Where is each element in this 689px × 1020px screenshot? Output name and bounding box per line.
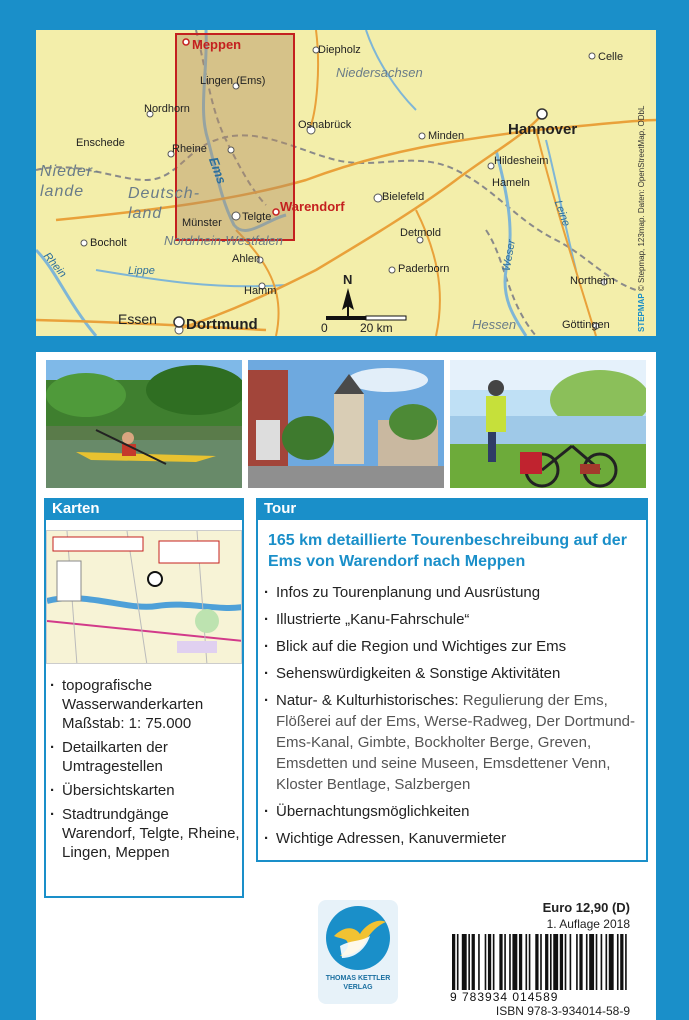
list-item: · Blick auf die Region und Wichtiges zur Ems [264, 636, 644, 657]
publisher-logo [318, 900, 398, 1004]
map-river-lippe: Lippe [128, 265, 155, 277]
map-city-bocholt: Bocholt [90, 237, 127, 249]
map-city-diepholz: Diepholz [318, 44, 361, 56]
map-city-hannover: Hannover [508, 121, 578, 138]
photo-cyclist [450, 360, 646, 488]
list-item: · Übersichtskarten [50, 781, 240, 800]
tour-header: Tour [256, 498, 648, 520]
edition: 1. Auflage 2018 [546, 917, 630, 931]
map-city-essen: Essen [118, 311, 157, 327]
overview-map [36, 30, 656, 336]
map-city-ahlen: Ahlen [232, 253, 261, 265]
photo-kayak [46, 360, 242, 488]
map-city-hildesheim: Hildesheim [494, 155, 549, 167]
map-city-osnabrueck: Osnabrück [298, 119, 352, 131]
map-city-telgte: Telgte [242, 211, 272, 223]
map-city-hamm: Hamm [244, 285, 277, 297]
map-city-minden: Minden [428, 130, 465, 142]
publisher-name: THOMAS KETTLER [325, 975, 391, 982]
map-city-nordhorn: Nordhorn [144, 103, 190, 115]
list-item: · Illustrierte „Kanu-Fahrschule“ [264, 609, 644, 630]
detail-map-sample [46, 530, 242, 664]
map-credit: STEPMAP © Stepmap, 123map. Daten: OpenStreetMap, ODbL [637, 105, 646, 332]
scale-end: 20 km [360, 321, 393, 335]
isbn: ISBN 978-3-934014-58-9 [495, 1004, 630, 1018]
map-river-weser: Weser [500, 238, 518, 273]
map-region-hessen: Hessen [472, 317, 517, 332]
map-region-niedersachsen: Niedersachsen [336, 65, 423, 80]
publisher-suffix: VERLAG [343, 984, 373, 991]
map-city-goettingen: Göttingen [562, 319, 610, 331]
price: Euro 12,90 (D) [542, 900, 630, 915]
map-city-northeim: Northeim [570, 275, 615, 287]
list-item: · Detailkarten der Umtragestellen [50, 738, 240, 776]
map-city-paderborn: Paderborn [398, 263, 450, 275]
list-item: · Übernachtungsmöglichkeiten [264, 801, 644, 822]
karten-list [50, 676, 240, 867]
list-item: · Sehenswürdigkeiten & Sonstige Aktivitäten [264, 663, 644, 684]
barcode-digits: 9 783934 014589 [450, 990, 559, 1004]
list-item: · topografische Wasserwanderkarten Maßstab: 1: 75.000 [50, 676, 240, 733]
list-item: · Wichtige Adressen, Kanuvermieter [264, 828, 644, 849]
tour-list [264, 582, 644, 855]
map-city-dortmund: Dortmund [186, 316, 258, 333]
map-city-enschede: Enschede [76, 137, 125, 149]
map-city-meppen: Meppen [192, 37, 242, 52]
scale-start: 0 [321, 321, 328, 335]
barcode [452, 934, 630, 990]
map-city-bielefeld: Bielefeld [382, 191, 425, 203]
map-city-hameln: Hameln [492, 177, 530, 189]
map-city-detmold: Detmold [400, 227, 441, 239]
list-item: · Natur- & Kulturhistorisches: Regulierung der Ems, Flößerei auf der Ems, Werse-Radweg, Der Dortmund-Ems-Kanal, Gimbte, Bockholter Berge, Greven, Emsdetten und seine Museen, Emsdettener Venn, Kloster Bentlage, Salzbergen [264, 690, 644, 795]
tour-headline: 165 km detaillierte Tourenbeschreibung auf der Ems von Warendorf nach Meppen [268, 532, 627, 570]
map-country-deutschland: Deutsch- land [128, 185, 201, 222]
map-city-rheine: Rheine [172, 143, 207, 155]
map-city-warendorf: Warendorf [280, 199, 345, 214]
map-country-niederlande: Nieder- lande [40, 163, 100, 200]
map-river-ems: Ems [205, 155, 230, 186]
map-city-celle: Celle [598, 51, 624, 63]
map-region-nrw: Nordrhein-Westfalen [164, 233, 283, 248]
list-item: · Stadtrundgänge Warendorf, Telgte, Rheine, Lingen, Meppen [50, 805, 240, 862]
map-city-lingen: Lingen (Ems) [200, 75, 266, 87]
compass-label: N [343, 272, 353, 287]
karten-header: Karten [44, 498, 244, 520]
map-city-muenster: Münster [182, 217, 222, 229]
map-river-leine: Leine [551, 198, 573, 229]
bird-icon [326, 906, 390, 970]
photo-church [248, 360, 444, 488]
content-panel [36, 352, 656, 1020]
map-river-rhein: Rhein [40, 250, 69, 281]
list-item: · Infos zu Tourenplanung und Ausrüstung [264, 582, 644, 603]
